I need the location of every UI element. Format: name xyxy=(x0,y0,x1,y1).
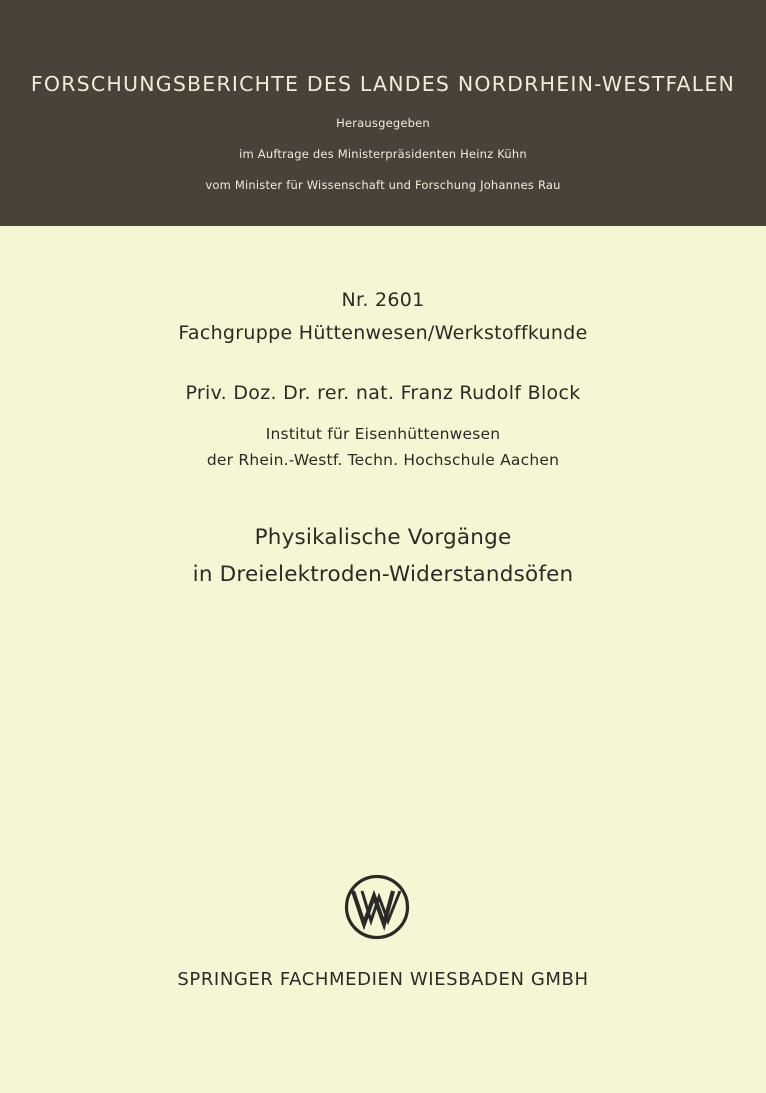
report-number: Nr. 2601 xyxy=(341,289,425,311)
author-name: Priv. Doz. Dr. rer. nat. Franz Rudolf Block xyxy=(185,382,581,404)
minister-line: vom Minister für Wissenschaft und Forschung Johannes Rau xyxy=(205,178,561,192)
book-title-line-2: in Dreielektroden-Widerstandsöfen xyxy=(192,562,574,587)
series-title: FORSCHUNGSBERICHTE DES LANDES NORDRHEIN-WESTFALEN xyxy=(30,72,736,96)
institute-line-2: der Rhein.-Westf. Techn. Hochschule Aachen xyxy=(206,451,560,469)
book-title-line-1: Physikalische Vorgänge xyxy=(254,525,512,550)
subject-group: Fachgruppe Hüttenwesen/Werkstoffkunde xyxy=(178,322,588,344)
institute-line-1: Institut für Eisenhüttenwesen xyxy=(265,425,501,443)
commission-line: im Auftrage des Ministerpräsidenten Heinz Kühn xyxy=(239,147,527,161)
series-header xyxy=(0,0,766,226)
publisher-name: SPRINGER FACHMEDIEN WIESBADEN GMBH xyxy=(177,969,589,990)
ww-logo-icon xyxy=(344,874,410,940)
editor-line: Herausgegeben xyxy=(336,116,430,130)
